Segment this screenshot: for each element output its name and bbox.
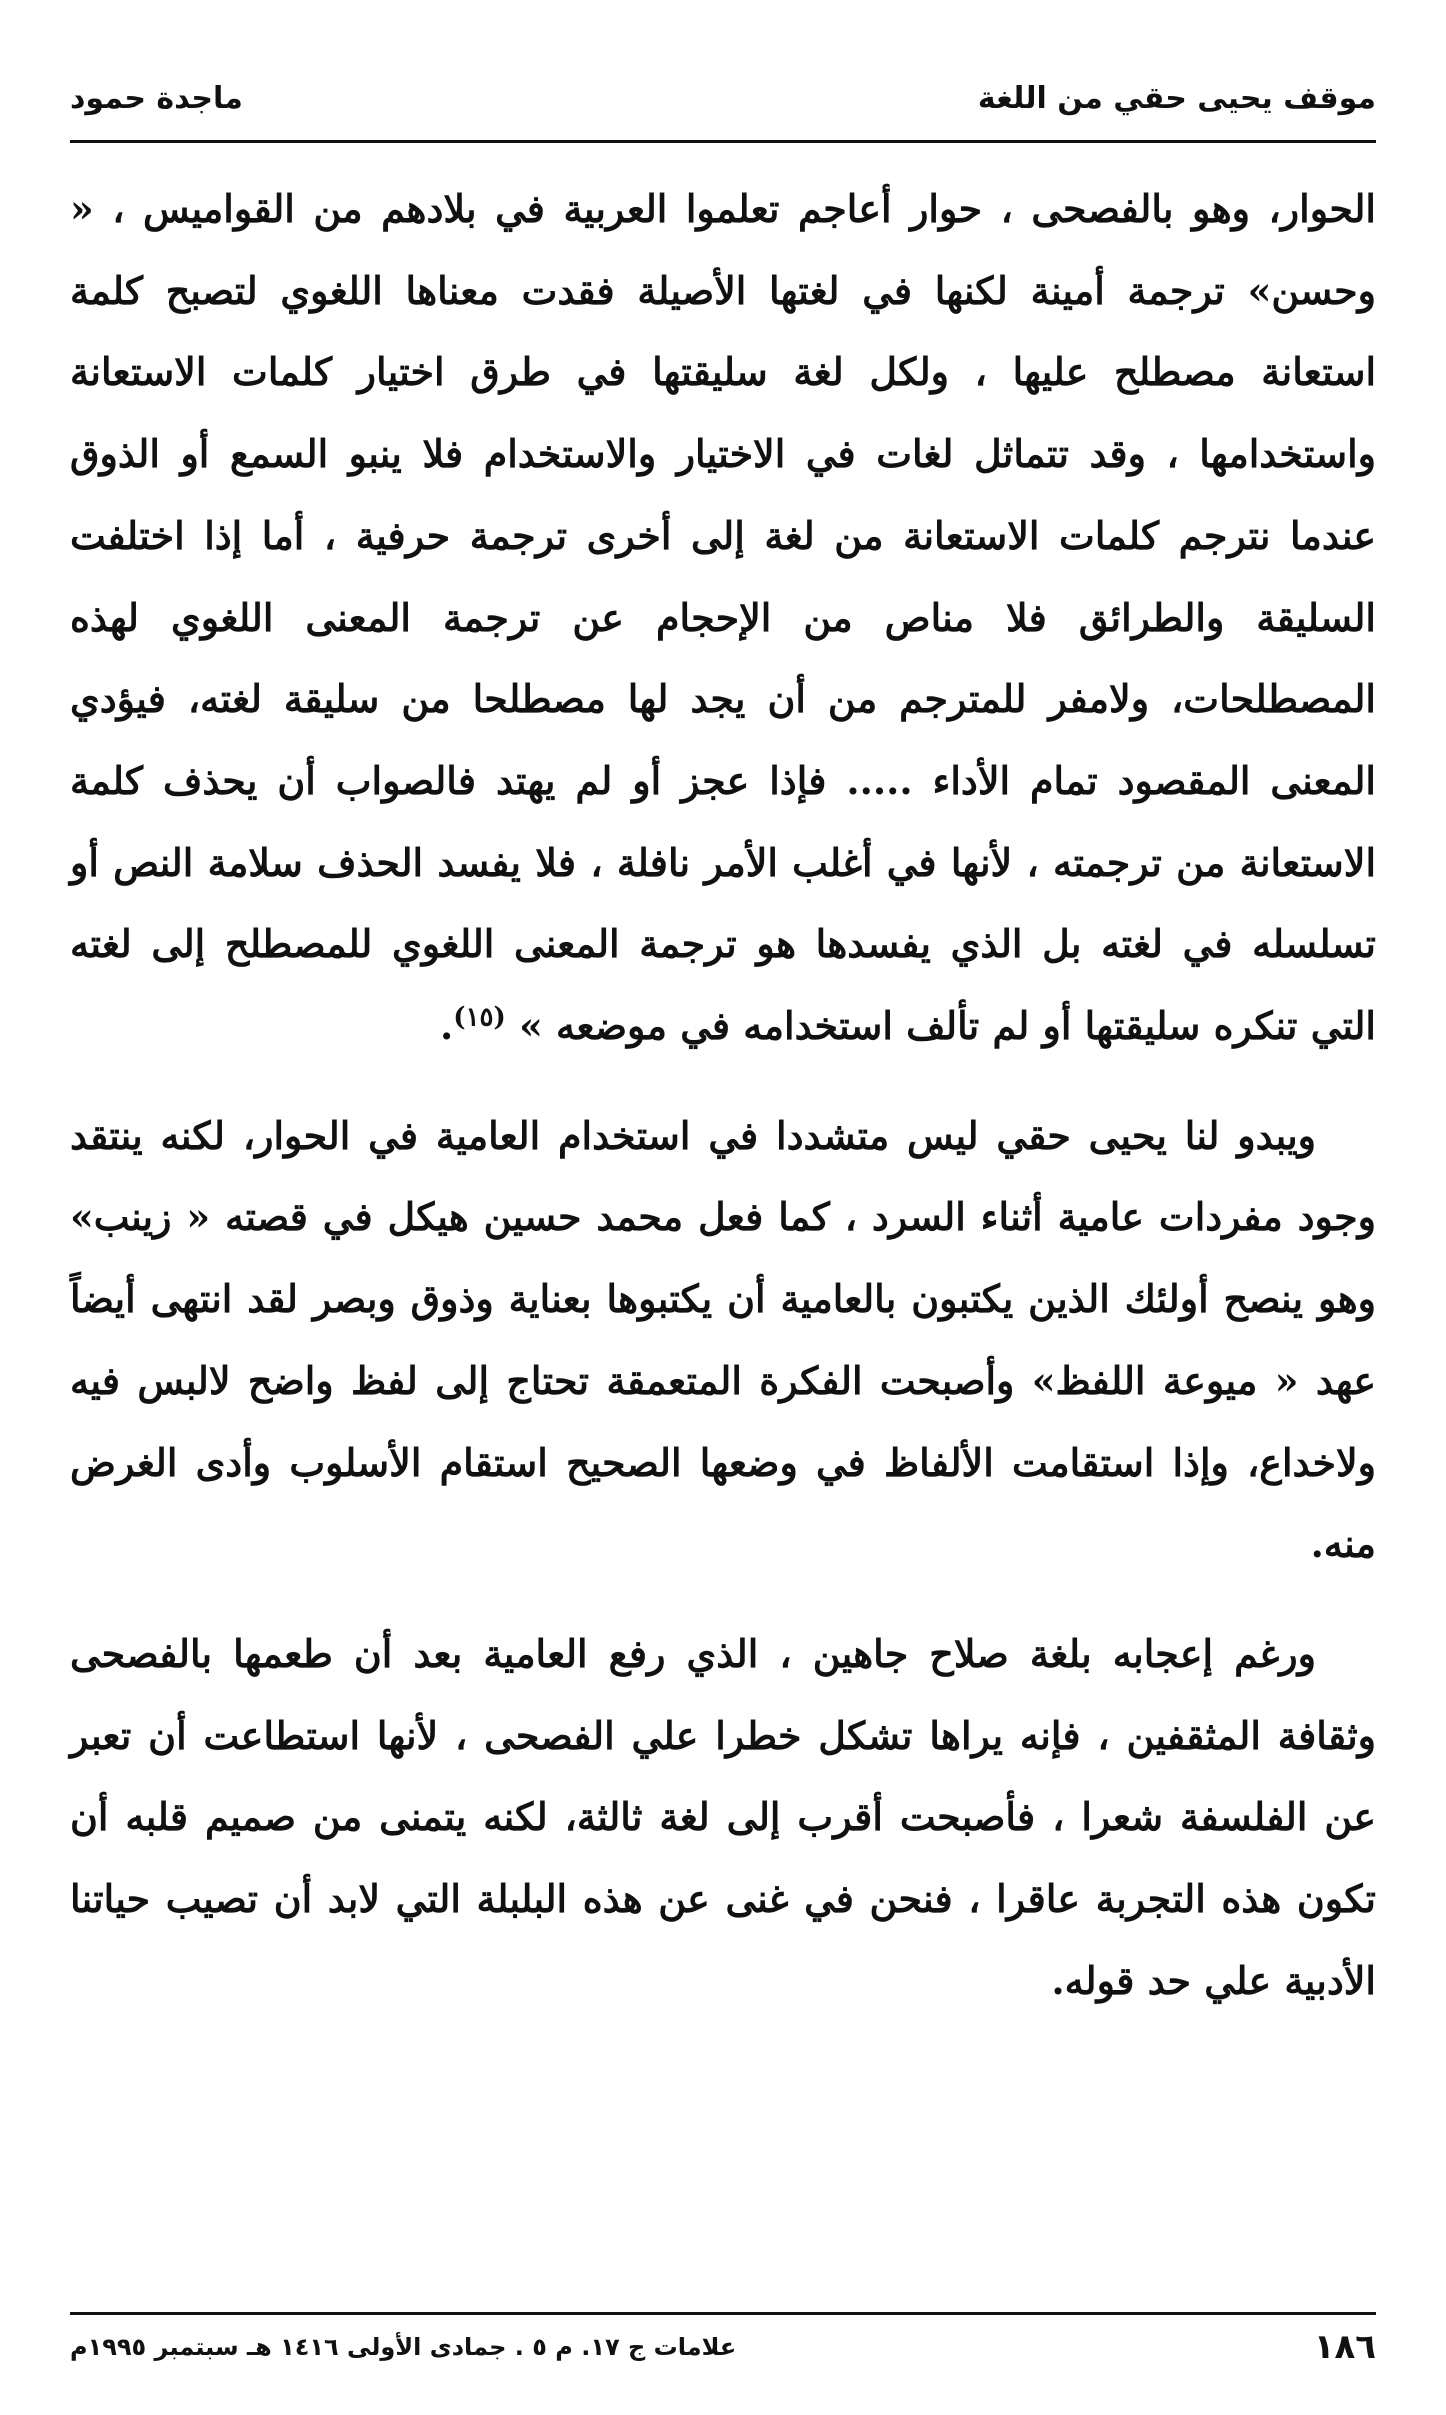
paragraph-1-text: الحوار، وهو بالفصحى ، حوار أعاجم تعلموا العربية في بلادهم من القواميس ، « وحسن» ترجمة أمينة لكنها في لغتها الأصيلة فقدت معناها اللغوي لتصبح كلمة استعانة مصطلح عليها ، ولكل لغة سليقتها في طرق اختيار كلمات الاستعانة واستخدامها ، وقد تتماثل لغات في الاختيار والاستخدام فلا ينبو السمع أو الذوق عندما نترجم كلمات الاستعانة من لغة إلى أخرى ترجمة حرفية ، أما إذا اختلفت السليقة والطرائق فلا مناص من الإحجام عن ترجمة المعنى اللغوي لهذه المصطلحات، ولامفر للمترجم من أن يجد لها مصطلحا من سليقة لغته، فيؤدي المعنى المقصود تمام الأداء ..... فإذا عجز أو لم يهتد فالصواب أن يحذف كلمة الاستعانة من ترجمته ، لأنها في أغلب الأمر نافلة ، فلا يفسد الحذف سلامة النص أو تسلسله في لغته بل الذي يفسدها هو ترجمة المعنى اللغوي للمصطلح إلى لغته التي تنكره سليقتها أو لم تألف استخدامه في موضعه »	[70, 186, 1376, 1049]
paragraph-1	[70, 168, 1376, 1067]
paragraph-2	[70, 1095, 1376, 1585]
footer-divider	[70, 2312, 1376, 2315]
page-number: ١٨٦	[1313, 2327, 1376, 2367]
paragraph-3	[70, 1613, 1376, 2022]
page-body	[70, 168, 1376, 2021]
paragraph-1-end: .	[440, 1003, 454, 1049]
paragraph-2-text: ويبدو لنا يحيى حقي ليس متشددا في استخدام العامية في الحوار، لكنه ينتقد وجود مفردات عامية أثناء السرد ، كما فعل محمد حسين هيكل في قصته « زينب» وهو ينصح أولئك الذين يكتبون بالعامية أن يكتبوها بعناية وذوق وبصر لقد انتهى أيضاً عهد « ميوعة اللفظ» وأصبحت الفكرة المتعمقة تحتاج إلى لفظ واضح لالبس فيه ولاخداع، وإذا استقامت الألفاظ في وضعها الصحيح استقام الأسلوب وأدى الغرض منه.	[70, 1112, 1376, 1567]
paragraph-3-text: ورغم إعجابه بلغة صلاح جاهين ، الذي رفع العامية بعد أن طعمها بالفصحى وثقافة المثقفين ، فإنه يراها تشكل خطرا علي الفصحى ، لأنها استطاعت أن تعبر عن الفلسفة شعرا ، فأصبحت أقرب إلى لغة ثالثة، لكنه يتمنى من صميم قلبه أن تكون هذه التجربة عاقرا ، فنحن في غنى عن هذه البلبلة التي لابد أن تصيب حياتنا الأدبية علي حد قوله.	[70, 1630, 1376, 2003]
journal-citation: علامات ج ١٧. م ٥ . جمادى الأولى ١٤١٦ هـ سبتمبر ١٩٩٥م	[70, 2333, 737, 2361]
page-footer	[70, 2322, 1376, 2372]
running-author: ماجدة حمود	[70, 80, 243, 116]
header-divider	[70, 140, 1376, 143]
running-title: موقف يحيى حقي من اللغة	[977, 80, 1376, 116]
footnote-reference: (١٥)	[453, 1002, 506, 1033]
running-header	[70, 68, 1376, 128]
